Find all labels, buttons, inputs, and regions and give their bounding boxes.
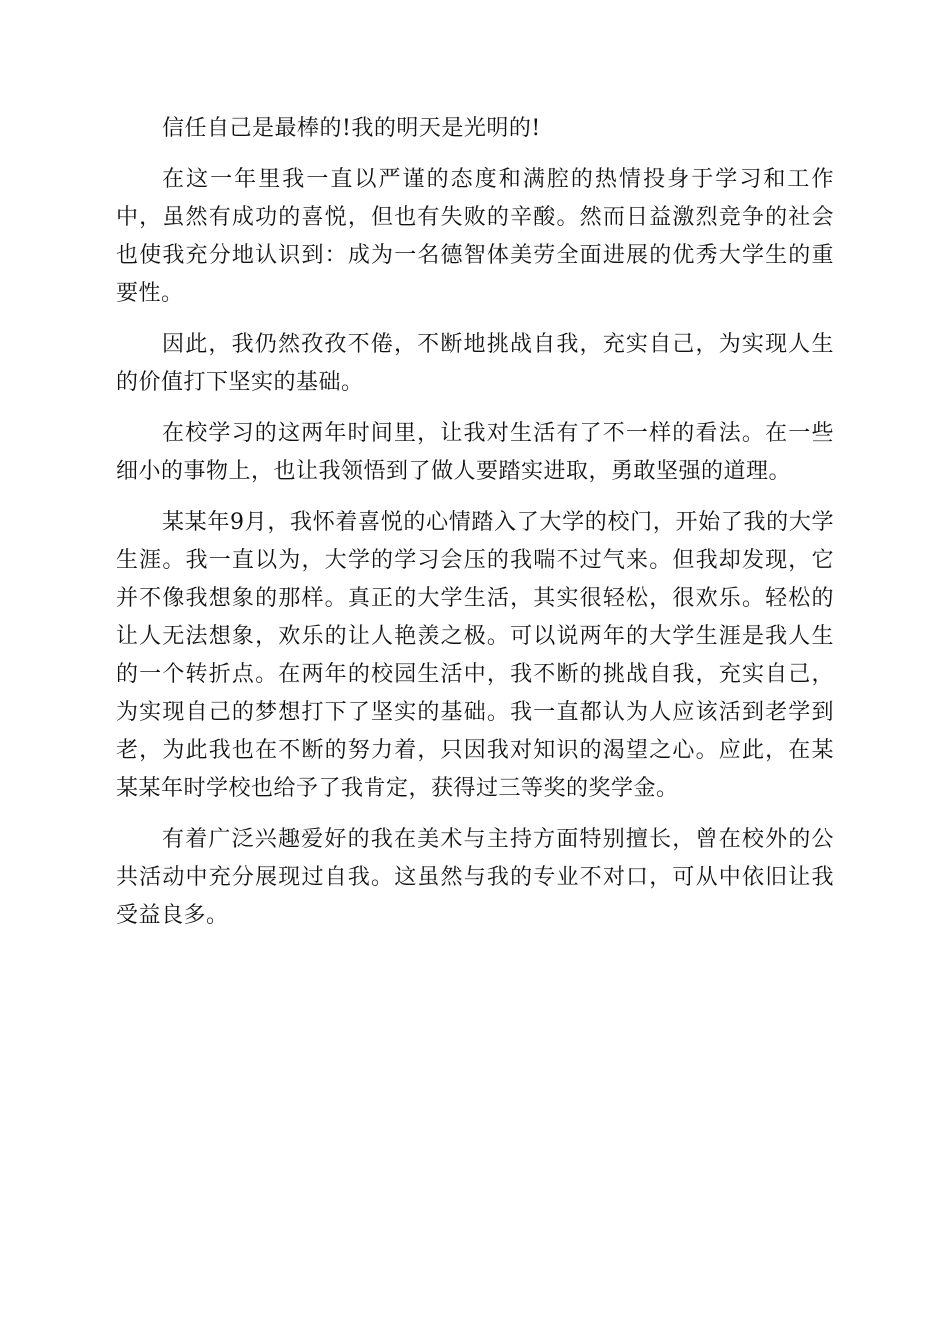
paragraph-1: 信任自己是最棒的!我的明天是光明的! <box>162 116 541 141</box>
paragraph-4: 在校学习的这两年时间里，让我对生活有了不一样的看法。在一些细小的事物上，也让我领悟到了做人要踏实进取，勇敢坚强的道理。 <box>116 421 834 484</box>
document-body <box>116 110 834 948</box>
paragraph-3: 因此，我仍然孜孜不倦，不断地挑战自我，充实自己，为实现人生的价值打下坚实的基础。 <box>116 332 834 395</box>
paragraph-6: 有着广泛兴趣爱好的我在美术与主持方面特别擅长，曾在校外的公共活动中充分展现过自我。这虽然与我的专业不对口，可从中依旧让我受益良多。 <box>116 827 834 928</box>
paragraph-2: 在这一年里我一直以严谨的态度和满腔的热情投身于学习和工作中，虽然有成功的喜悦，但也有失败的辛酸。然而日益激烈竞争的社会也使我充分地认识到：成为一名德智体美劳全面进展的优秀大学生的重要性。 <box>116 167 834 306</box>
paragraph-5: 某某年9月，我怀着喜悦的心情踏入了大学的校门，开始了我的大学生涯。我一直以为，大学的学习会压的我喘不过气来。但我却发现，它并不像我想象的那样。真正的大学生活，其实很轻松，很欢乐。轻松的让人无法想象，欢乐的让人艳羡之极。可以说两年的大学生涯是我人生的一个转折点。在两年的校园生活中，我不断的挑战自我，充实自己，为实现自己的梦想打下了坚实的基础。我一直都认为人应该活到老学到老，为此我也在不断的努力着，只因我对知识的渴望之心。应此，在某某某年时学校也给予了我肯定，获得过三等奖的奖学金。 <box>116 510 834 801</box>
